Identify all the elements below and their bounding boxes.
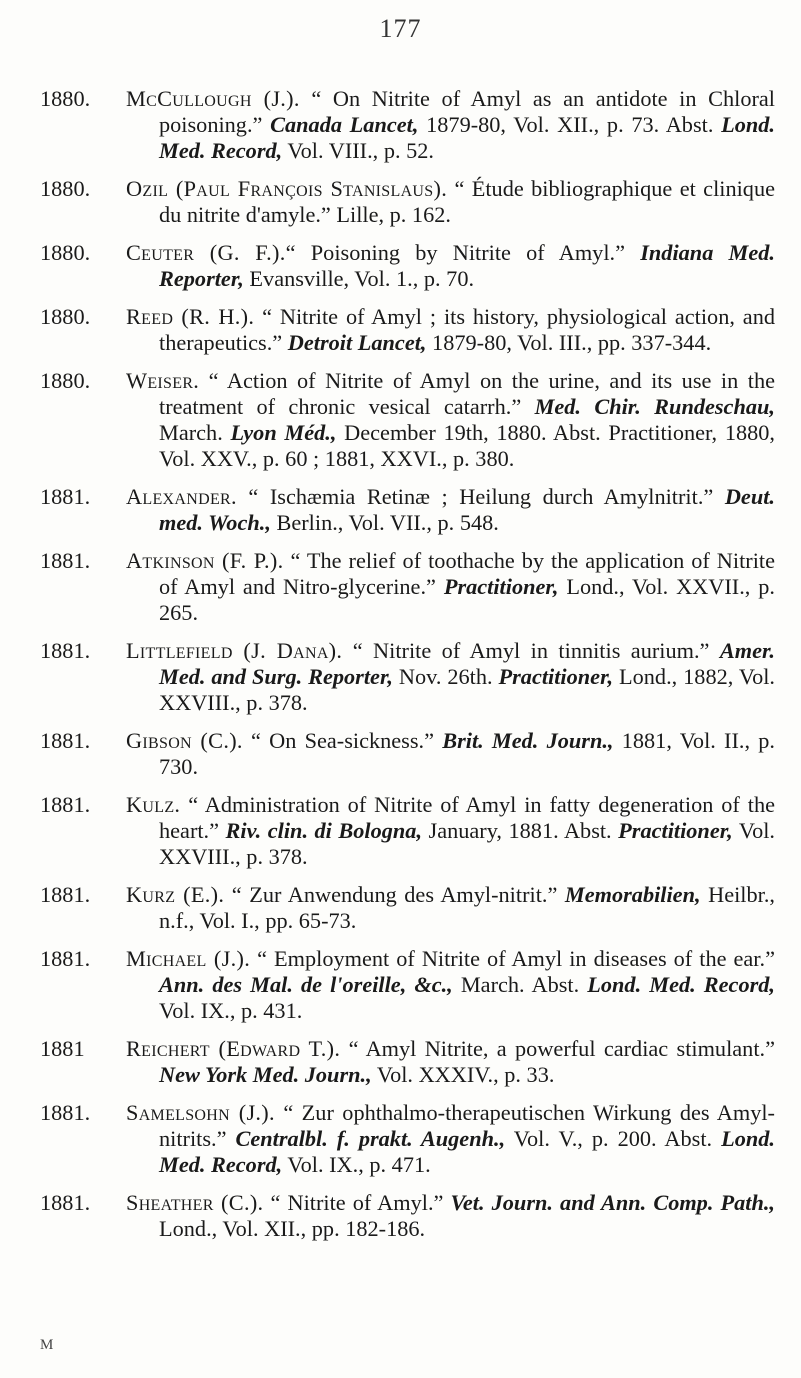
entry-year: 1881. [40,882,91,907]
entry-journal: Vet. Journ. and Ann. Comp. Path., [450,1190,775,1215]
entry-title: “ Zur ophthalmo-therapeutischen Wirkung des Amyl-nitrits.” [159,1100,775,1151]
entry-author: Alexander. [126,484,237,509]
entry-details: Vol. XXXIV., p. 33. [371,1062,555,1087]
entry-title: “ The relief of toothache by the application of Nitrite of Amyl and Nitro-glycerine.” [159,548,775,599]
entry-text [126,638,775,716]
entry-year: 1880. [40,86,91,111]
bibliography-entry [40,1036,775,1088]
entry-title: “ Nitrite of Amyl ; its history, physiological action, and therapeutics.” [159,304,775,355]
signature-mark: M [40,1337,54,1353]
entry-journal-secondary: Lyon Méd., [230,420,337,445]
entry-author: Kurz (E.). [126,882,225,907]
entry-author: McCullough (J.). [126,86,300,111]
entry-text [126,1190,775,1242]
entry-journal: Med. Chir. Rundeschau, [534,394,775,419]
entry-year: 1881. [40,548,91,573]
entry-text [126,368,775,472]
entry-journal-secondary: Practitioner, [498,664,614,689]
bibliography-entry [40,946,775,1024]
bibliography-entry [40,548,775,626]
entry-details: Lond., Vol. XXVII., p. 265. [159,574,775,625]
entry-details: March. Abst. [452,972,588,997]
entry-details-secondary: Vol. IX., p. 471. [282,1152,431,1177]
entry-author: Atkinson (F. P.). [126,548,284,573]
entry-text [126,86,775,164]
entry-title: “ On Sea-sickness.” [242,728,443,753]
entry-details: March. [159,420,231,445]
entry-author: Ceuter (G. F.). [126,240,286,265]
entry-title: “ Nitrite of Amyl in tinnitis aurium.” [342,638,720,663]
entry-title: “ Amyl Nitrite, a powerful cardiac stimulant.” [340,1036,775,1061]
entry-title: “ Employment of Nitrite of Amyl in diseases of the ear.” [250,946,775,971]
entry-title: “ Nitrite of Amyl.” [263,1190,451,1215]
entry-year: 1881. [40,1100,91,1125]
entry-journal: Amer. Med. and Surg. Reporter, [159,638,776,689]
bibliography-entry [40,638,775,716]
bibliography-entry [40,240,775,292]
entry-details: 1881, Vol. II., p. 730. [159,728,775,779]
entry-author: Sheather (C.). [126,1190,264,1215]
entry-text [126,176,775,228]
entry-details-secondary: Lond., 1882, Vol. XXVIII., p. 378. [159,664,775,715]
entry-journal: Ann. des Mal. de l'oreille, &c., [159,972,453,997]
entry-text [126,946,775,1024]
entry-year: 1880. [40,176,91,201]
entry-details-secondary: Vol. VIII., p. 52. [282,138,434,163]
entry-details: 1879-80, Vol. III., pp. 337-344. [426,330,712,355]
entry-journal-secondary: Lond. Med. Record, [587,972,775,997]
entry-details: Evansville, Vol. 1., p. 70. [243,266,475,291]
entry-details: Lond., Vol. XII., pp. 182-186. [159,1216,426,1241]
entry-author: Kulz. [126,792,181,817]
entry-text [126,1036,775,1088]
entry-year: 1881. [40,792,91,817]
entry-year: 1881. [40,1190,91,1215]
entry-journal: Indiana Med. Reporter, [159,240,776,291]
entry-journal: Practitioner, [443,574,559,599]
entry-year: 1880. [40,240,91,265]
bibliography-entry [40,176,775,228]
bibliography-entry [40,368,775,472]
entry-year: 1880. [40,368,91,393]
bibliography-entry [40,1190,775,1242]
entry-journal: Canada Lancet, [270,112,419,137]
entry-journal: Memorabilien, [564,882,701,907]
entry-author: Samelsohn (J.). [126,1100,275,1125]
entry-year: 1881. [40,728,91,753]
entry-details: Nov. 26th. [392,664,499,689]
bibliography-entry [40,1100,775,1178]
entry-title: “ On Nitrite of Amyl as an antidote in Chloral poisoning.” [159,86,775,137]
entry-journal-secondary: Lond. Med. Record, [159,1126,776,1177]
entry-author: Littlefield (J. Dana). [126,638,343,663]
entry-title: “ Action of Nitrite of Amyl on the urine, and its use in the treatment of chronic vesical catarrh.” [159,368,775,419]
entry-author: Weiser. [126,368,200,393]
entry-details: Vol. V., p. 200. Abst. [505,1126,722,1151]
bibliography-list [40,86,775,1254]
entry-title: “ Zur Anwendung des Amyl-nitrit.” [224,882,565,907]
page-number: 177 [379,14,422,43]
entry-title: “ Administration of Nitrite of Amyl in fatty degeneration of the heart.” [159,792,775,843]
entry-journal-secondary: Practitioner, [618,818,733,843]
bibliography-entry [40,728,775,780]
entry-author: Reichert (Edward T.). [126,1036,341,1061]
entry-details-secondary: December 19th, 1880. Abst. Practitioner, 1880, Vol. XXV., p. 60 ; 1881, XXVI., p. 380. [159,420,776,471]
entry-journal: Riv. clin. di Bologna, [225,818,423,843]
entry-journal: Centralbl. f. prakt. Augenh., [235,1126,506,1151]
entry-journal: Brit. Med. Journ., [442,728,614,753]
entry-year: 1881. [40,484,91,509]
entry-text [126,548,775,626]
bibliography-entry [40,882,775,934]
entry-author: Reed (R. H.). [126,304,255,329]
entry-author: Ozil (Paul François Stanislaus). [126,176,448,201]
entry-text [126,484,775,536]
entry-journal: Deut. med. Woch., [159,484,775,535]
entry-year: 1881. [40,638,91,663]
entry-year: 1881 [40,1036,85,1061]
entry-author: Michael (J.). [126,946,251,971]
entry-title: “ Étude bibliographique et clinique du nitrite d'amyle.” Lille, p. 162. [159,176,775,227]
bibliography-entry [40,792,775,870]
entry-details: January, 1881. Abst. [422,818,619,843]
entry-text [126,728,775,780]
entry-details: 1879-80, Vol. XII., p. 73. Abst. [418,112,722,137]
entry-details: Heilbr., n.f., Vol. I., pp. 65-73. [159,882,775,933]
entry-title: “ Ischæmia Retinæ ; Heilung durch Amylnitrit.” [236,484,725,509]
bibliography-entry [40,86,775,164]
entry-year: 1880. [40,304,91,329]
entry-text [126,792,775,870]
bibliography-entry [40,484,775,536]
entry-text [126,240,775,292]
entry-text [126,1100,775,1178]
entry-details: Berlin., Vol. VII., p. 548. [270,510,499,535]
entry-title: “ Poisoning by Nitrite of Amyl.” [285,240,641,265]
entry-journal: New York Med. Journ., [159,1062,372,1087]
entry-journal-secondary: Lond. Med. Record, [159,112,775,163]
entry-text [126,882,775,934]
entry-details-secondary: Vol. XXVIII., p. 378. [159,818,775,869]
entry-text [126,304,775,356]
entry-year: 1881. [40,946,91,971]
bibliography-entry [40,304,775,356]
entry-journal: Detroit Lancet, [287,330,427,355]
entry-details-secondary: Vol. IX., p. 431. [159,998,303,1023]
entry-author: Gibson (C.). [126,728,243,753]
